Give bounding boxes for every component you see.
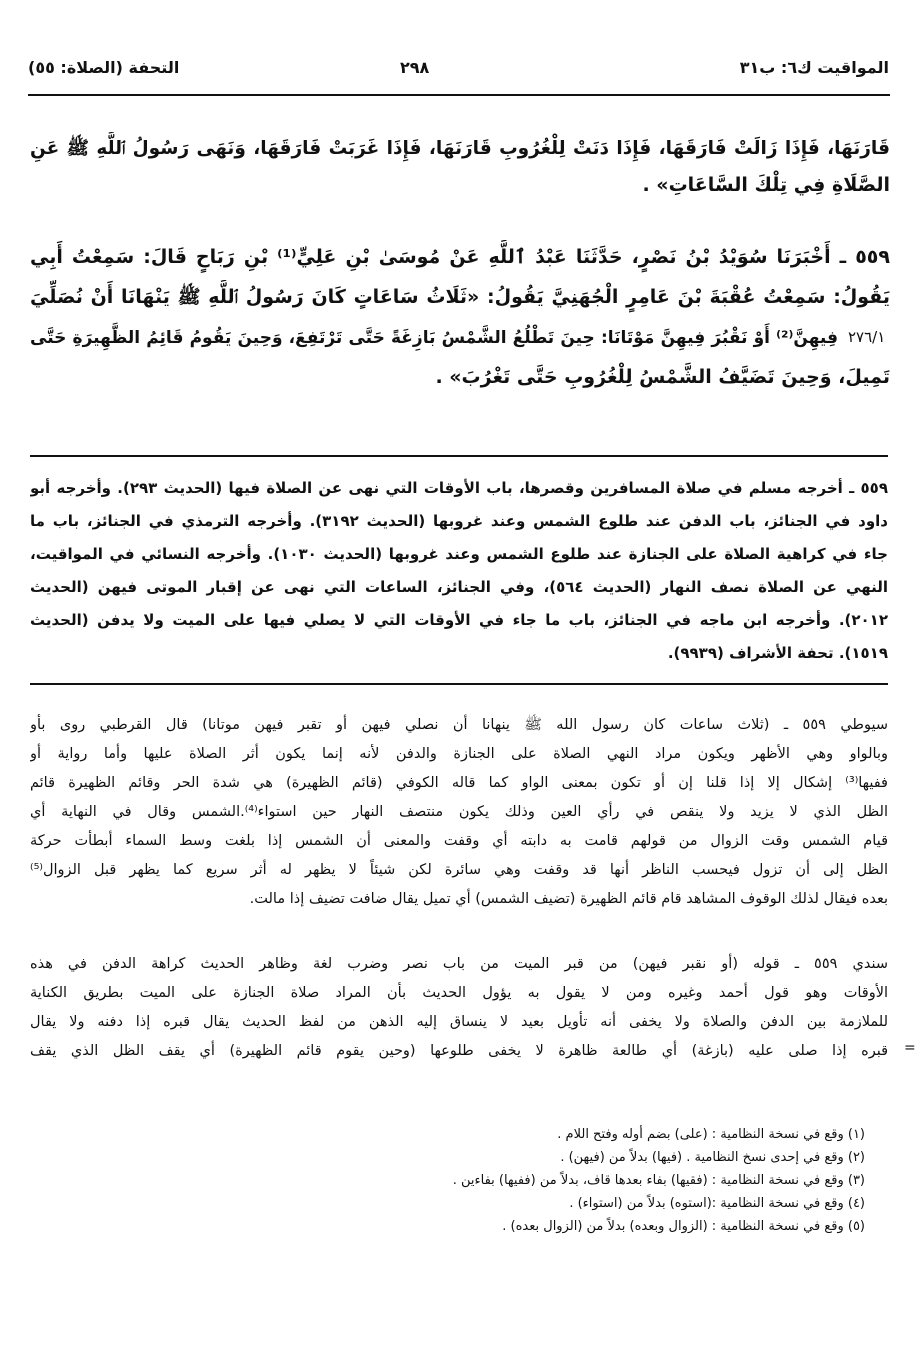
- footnote: (٢) وقع في إحدى نسخ النظامية . (فيها) بدلاً من (فيهن) .: [560, 1150, 865, 1165]
- suyuti-line: قيام الشمس وقت الزوال من قولهم قامت به دابته أي وقفت والمعنى أن الشمس إذا بلغت وسط السماء أبطأت حركة: [30, 833, 888, 849]
- takhrij-line: ١٥١٩). تحفة الأشراف (٩٩٣٩).: [667, 644, 888, 662]
- footnote: (٤) وقع في نسخة النظامية :(استوه) بدلاً من (استواء) .: [569, 1196, 865, 1211]
- sindi-line: قبره إذا صلى عليه (بازغة) أي طالعة ظاهرة لا يخفى طلوعها (وحين يقوم قائم الظهيرة) أي يقف الظل الذي يقف: [30, 1043, 888, 1059]
- page-number: ٢٩٨: [400, 58, 430, 77]
- commentary-rule: [30, 683, 888, 685]
- margin-reference: ٢٧٦/١: [848, 328, 886, 346]
- suyuti-line: وبالواو وهي الأظهر ويكون مراد النهي الصلاة على الجنازة والدفن لأنه إنما يكون أثر الصلاة عليها وأما رواية أو: [30, 746, 888, 762]
- takhrij-line: جاء في كراهية الصلاة على الجنازة عند طلوع الشمس وعند غروبها (الحديث ١٠٣٠). وأخرجه النسائي في المواقيت،: [30, 545, 888, 563]
- header-chapter-ref: المواقيت ك٦: ب٣١: [739, 58, 889, 77]
- footnote: (٥) وقع في نسخة النظامية : (الزوال وبعده) بدلاً من (الزوال بعده) .: [502, 1219, 865, 1234]
- suyuti-line: سيوطي ٥٥٩ ـ (ثلاث ساعات كان رسول الله ﷺ ينهانا أن نصلي فيهن أو تقبر فيهن موتانا) قال القرطبي روى بأو: [30, 717, 888, 733]
- main-text-line: قَارَنَهَا، فَإِذَا زَالَتْ فَارَقَهَا، فَإِذَا دَنَتْ لِلْغُرُوبِ قَارَنَهَا، فَإِذَا غَرَبَتْ فَارَقَهَا، وَنَهَى رَسُولُ ٱللَّهِ ﷺ عَنِ: [30, 138, 890, 159]
- suyuti-line: ففيها⁽³⁾ إشكال إلا إذا قلنا إن أو تكون بمعنى الواو كما قاله الكوفي (قائم الظهيرة) هي شدة الحر وقائم الظهيرة قائم: [30, 775, 888, 791]
- continuation-mark: =: [904, 1040, 916, 1056]
- hadith-line: تَمِيلَ، وَحِينَ تَضَيَّفُ الشَّمْسُ لِلْغُرُوبِ حَتَّى تَغْرُبَ» .: [435, 366, 890, 388]
- hadith-line: يَقُولُ: سَمِعْتُ عُقْبَةَ بْنَ عَامِرٍ الْجُهَنِيَّ يَقُولُ: «ثَلَاثُ سَاعَاتٍ كَانَ رَسُولُ ٱللَّهِ ﷺ يَنْهَانَا أَنْ نُصَلِّيَ: [30, 286, 890, 308]
- sindi-line: الأوقات وهو قول أحمد وغيره ومن لا يقول به يؤول الحديث بأن المراد صلاة الجنازة على الميت بطريق الكناية: [30, 985, 888, 1001]
- footnote: (١) وقع في نسخة النظامية : (على) بضم أوله وفتح اللام .: [557, 1127, 865, 1142]
- footnote: (٣) وقع في نسخة النظامية : (فقيها) بفاء بعدها قاف، بدلاً من (ففيها) بفاءين .: [452, 1173, 865, 1188]
- takhrij-line: النهي عن الصلاة نصف النهار (الحديث ٥٦٤)، وفي الجنائز، الساعات التي نهى عن إقبار الموتى فيهن (الحديث: [30, 578, 888, 596]
- takhrij-line: ٢٠١٢). وأخرجه ابن ماجه في الجنائز، باب ما جاء في الأوقات التي لا يصلي فيها على الميت ولا يدفن (الحديث: [30, 611, 888, 629]
- header-tuhfa-ref: التحفة (الصلاة: ٥٥): [28, 58, 180, 77]
- sindi-line: للملازمة بين الدفن والصلاة ولا يخفى أنه تأويل بعيد لا ينساق إليه الذهن من لفظ الحديث يقال قبره إذا دفنه ولا يقال: [30, 1014, 888, 1030]
- suyuti-line: الظل إلى أن تزول فيحسب الناظر أنها قد وقفت وهي سائرة لكن شيئاً لا يظهر له أثر سريع كما يظهر قبل الزوال⁽⁵⁾: [30, 862, 888, 878]
- hadith-line: ٥٥٩ ـ أَخْبَرَنَا سُوَيْدُ بْنُ نَصْرٍ، حَدَّثَنَا عَبْدُ ٱللَّهِ عَنْ مُوسَىٰ بْنِ عَلِيٍّ⁽¹⁾ بْنِ رَبَاحٍ قَالَ: سَمِعْتُ أَبِي: [30, 246, 890, 268]
- suyuti-line: الظل الذي لا يزيد ولا ينقص في رأي العين وذلك يكون منتصف النهار حين استواء⁽⁴⁾.الشمس وقال في النهاية أي: [30, 804, 888, 820]
- takhrij-rule: [30, 455, 888, 457]
- main-text-line: الصَّلَاةِ فِي تِلْكَ السَّاعَاتِ» .: [642, 174, 890, 196]
- takhrij-line: داود في الجنائز، باب الدفن عند طلوع الشمس وعند غروبها (الحديث ٣١٩٢). وأخرجه الترمذي في الجنائز، باب ما: [30, 512, 888, 530]
- hadith-line: فِيهِنَّ⁽²⁾ أَوْ نَقْبُرَ فِيهِنَّ مَوْتَانَا: حِينَ تَطْلُعُ الشَّمْسُ بَازِغَةً حَتَّى تَرْتَفِعَ، وَحِينَ يَقُومُ قَائِمُ الظَّهِيرَةِ حَتَّى: [30, 328, 838, 348]
- takhrij-line: ٥٥٩ ـ أخرجه مسلم في صلاة المسافرين وقصرها، باب الأوقات التي نهى عن الصلاة فيها (الحديث ٢٩٣). وأخرجه أبو: [30, 479, 888, 497]
- suyuti-line: بعده فيقال لذلك الوقوف المشاهد قام قائم الظهيرة (تضيف الشمس) أي تميل يقال ضافت تضيف إذا مالت.: [249, 891, 888, 907]
- header-rule: [28, 94, 890, 96]
- sindi-line: سندي ٥٥٩ ـ قوله (أو نقبر فيهن) من قبر الميت من باب نصر وضرب لغة وظاهر الحديث كراهة الدفن في هذه: [30, 956, 888, 972]
